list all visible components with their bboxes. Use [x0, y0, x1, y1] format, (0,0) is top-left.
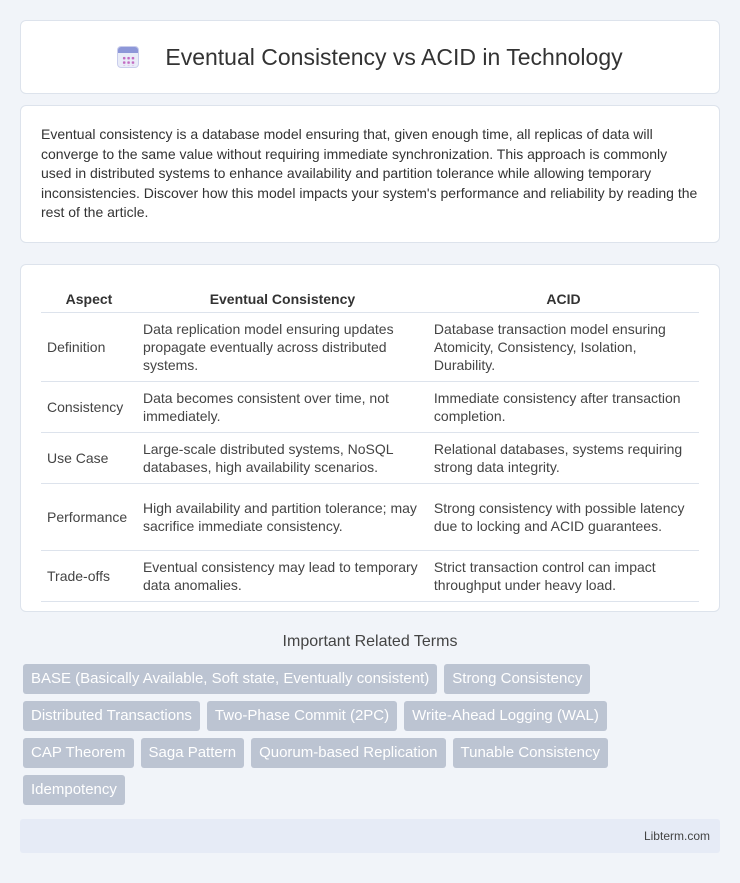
header — [21, 21, 719, 93]
column-header-acid: ACID — [428, 285, 699, 312]
aspect-cell: Trade-offs — [41, 550, 137, 601]
eventual-cell: Data becomes consistent over time, not immediately. — [137, 381, 428, 432]
table-row — [41, 432, 699, 483]
acid-cell: Strict transaction control can impact throughput under heavy load. — [428, 550, 699, 601]
acid-cell: Database transaction model ensuring Atomicity, Consistency, Isolation, Durability. — [428, 312, 699, 381]
eventual-cell: High availability and partition tolerance; may sacrifice immediate consistency. — [137, 483, 428, 550]
page-title: Eventual Consistency vs ACID in Technology — [165, 43, 623, 70]
related-terms-list — [23, 664, 723, 812]
table-row — [41, 312, 699, 381]
aspect-cell: Definition — [41, 312, 137, 381]
eventual-cell: Large-scale distributed systems, NoSQL databases, high availability scenarios. — [137, 432, 428, 483]
aspect-cell: Consistency — [41, 381, 137, 432]
related-term-tag[interactable]: Tunable Consistency — [453, 738, 609, 768]
related-term-tag[interactable]: BASE (Basically Available, Soft state, Eventually consistent) — [23, 664, 437, 694]
acid-cell: Strong consistency with possible latency due to locking and ACID guarantees. — [428, 483, 699, 550]
related-term-tag[interactable]: Two-Phase Commit (2PC) — [207, 701, 397, 731]
intro-text: Eventual consistency is a database model ensuring that, given enough time, all replicas of data will converge to the same value without requiring immediate synchronization. This approach is commonly used in distributed systems to enhance availability and partition tolerance while allowing temporary inconsistencies. Discover how this model impacts your system's performance and reliability by reading the rest of the article. — [41, 126, 698, 221]
table-header-row — [41, 285, 699, 312]
table-row — [41, 483, 699, 550]
table-row — [41, 550, 699, 601]
related-term-tag[interactable]: Idempotency — [23, 775, 125, 805]
table-row — [41, 381, 699, 432]
related-term-tag[interactable]: Saga Pattern — [141, 738, 245, 768]
intro-card — [20, 105, 720, 243]
related-term-tag[interactable]: Quorum-based Replication — [251, 738, 445, 768]
footer — [20, 819, 720, 853]
eventual-cell: Eventual consistency may lead to temporary data anomalies. — [137, 550, 428, 601]
acid-cell: Relational databases, systems requiring strong data integrity. — [428, 432, 699, 483]
related-term-tag[interactable]: Distributed Transactions — [23, 701, 200, 731]
column-header-eventual: Eventual Consistency — [137, 285, 428, 312]
column-header-aspect: Aspect — [41, 285, 137, 312]
related-terms-title: Important Related Terms — [282, 633, 458, 650]
eventual-cell: Data replication model ensuring updates propagate eventually across distributed systems. — [137, 312, 428, 381]
aspect-cell: Performance — [41, 483, 137, 550]
acid-cell: Immediate consistency after transaction completion. — [428, 381, 699, 432]
calendar-icon — [117, 46, 139, 68]
related-term-tag[interactable]: Strong Consistency — [444, 664, 590, 694]
aspect-cell: Use Case — [41, 432, 137, 483]
comparison-table-card — [20, 264, 720, 612]
related-term-tag[interactable]: CAP Theorem — [23, 738, 134, 768]
header-card — [20, 20, 720, 94]
comparison-table — [41, 285, 699, 602]
related-term-tag[interactable]: Write-Ahead Logging (WAL) — [404, 701, 607, 731]
footer-site-link[interactable]: Libterm.com — [643, 829, 710, 843]
